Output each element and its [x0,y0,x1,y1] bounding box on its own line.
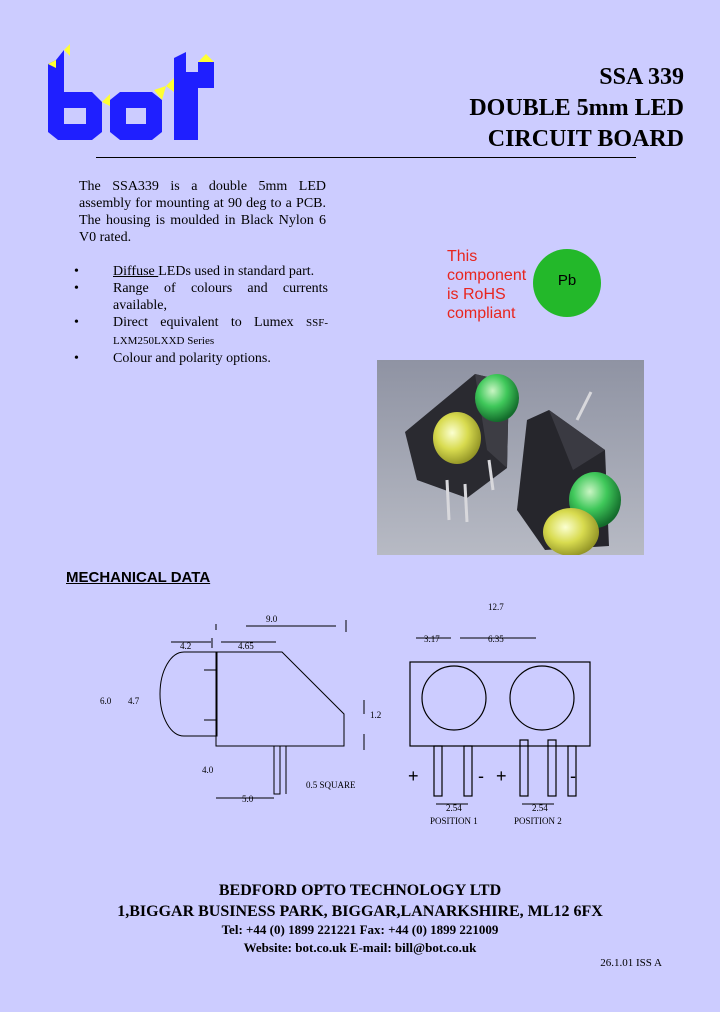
led-assembly-photo [377,360,644,555]
front-dim-total: 12.7 [488,602,504,612]
polarity-plus-2: + [496,766,507,786]
feature-list [72,263,328,367]
polarity-minus-1: - [478,766,484,786]
mechanical-data-heading: MECHANICAL DATA [66,569,211,586]
rohs-line-1: This [447,248,478,265]
feature-colours: • Range of colours and currents available, [72,280,328,314]
company-phone: Tel: +44 (0) 1899 221221 Fax: +44 (0) 1899 221009 [221,922,499,937]
title-line-2: DOUBLE 5mm LED [469,95,684,121]
side-dim-mid: 4.65 [238,641,254,651]
feature-lumex [72,314,328,350]
side-pin-label: 0.5 SQUARE [306,780,356,790]
mechanical-drawings [96,596,596,836]
feature-diffuse-prefix: Diffuse [113,264,159,279]
rohs-line-4: compliant [447,305,516,322]
polarity-plus-1: + [408,766,419,786]
logo-letter-b [48,44,102,140]
rohs-statement [447,247,526,323]
side-dim-height-outer: 6.0 [100,696,112,706]
company-address: 1,BIGGAR BUSINESS PARK, BIGGAR,LANARKSHIRE, ML12 6FX [117,903,603,920]
front-pin-pitch-2: 2.54 [532,803,548,813]
feature-lumex-main: Direct equivalent to Lumex [113,315,306,330]
feature-lumex-series: SSF-LXM250LXXD Series [113,317,328,347]
pb-badge-label: Pb [557,272,577,289]
front-dim-offset: 3.17 [424,634,440,644]
company-web: Website: bot.co.uk E-mail: bill@bot.co.uk [243,940,477,955]
front-position-1: POSITION 1 [430,816,478,826]
side-dim-front: 4.2 [180,641,192,651]
side-dim-pin-offset: 1.2 [370,710,382,720]
title-line-3: CIRCUIT BOARD [487,126,684,152]
logo-letter-t [166,52,214,140]
side-dim-lead: 4.0 [202,765,214,775]
rohs-line-2: component [447,267,527,284]
feature-diffuse-rest: LEDs used in standard part. [158,264,315,279]
part-number: SSA 339 [599,64,684,90]
pb-free-badge [533,249,601,317]
company-name: BEDFORD OPTO TECHNOLOGY LTD [218,882,502,899]
product-description: The SSA339 is a double 5mm LED assembly for mounting at 90 deg to a PCB. The housing is moulded in Black Nylon 6 V0 rated. [79,179,326,245]
logo-letter-o [102,86,166,140]
bot-logo [46,42,226,142]
front-pin-pitch-1: 2.54 [446,803,462,813]
side-dim-height-inner: 4.7 [128,696,140,706]
side-dim-width: 5.0 [242,794,254,804]
header-divider [96,157,636,158]
issue-date: 26.1.01 ISS A [600,957,662,969]
front-dim-spacing: 6.35 [488,634,504,644]
feature-diffuse [72,263,328,280]
polarity-minus-2: - [570,766,576,786]
rohs-line-3: is RoHS [447,286,506,303]
feature-options: • Colour and polarity options. [72,350,328,367]
front-position-2: POSITION 2 [514,816,562,826]
side-dim-total: 9.0 [266,614,278,624]
